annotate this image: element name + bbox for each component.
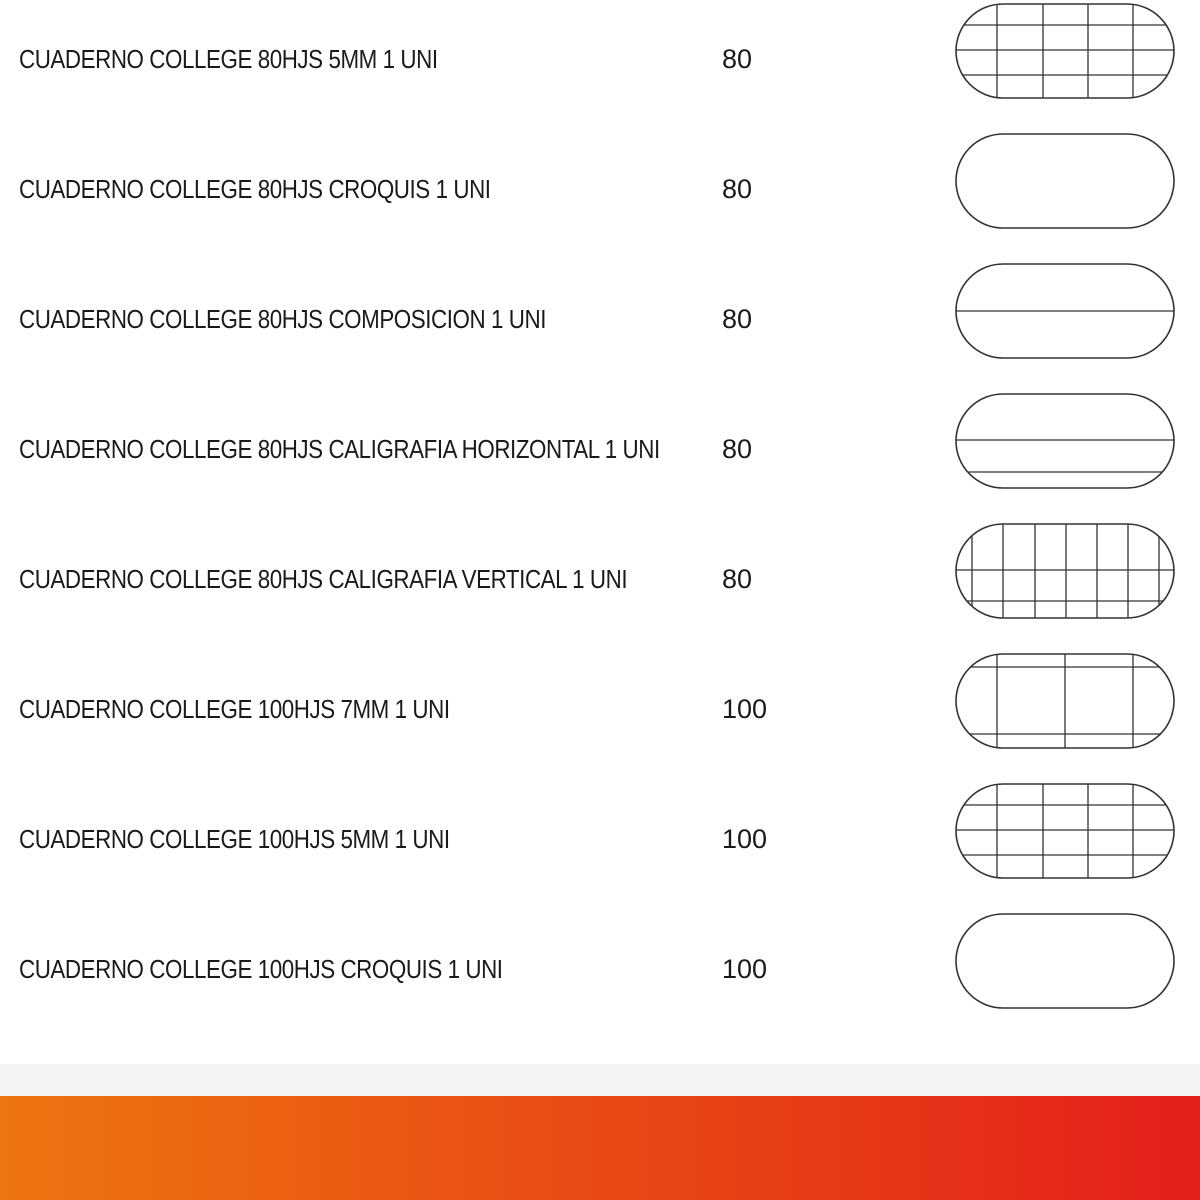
sheet-count: 100 <box>722 694 768 724</box>
product-name: CUADERNO COLLEGE 80HJS COMPOSICION 1 UNI <box>19 304 547 334</box>
product-name: CUADERNO COLLEGE 80HJS CALIGRAFIA VERTICAL 1 UNI <box>19 564 628 594</box>
sheet-count: 80 <box>722 44 753 74</box>
list-item <box>0 650 1200 780</box>
brand-gradient-bar <box>0 1096 1200 1200</box>
product-name: CUADERNO COLLEGE 100HJS 7MM 1 UNI <box>19 694 450 724</box>
product-name: CUADERNO COLLEGE 100HJS 5MM 1 UNI <box>19 824 450 854</box>
sheet-count: 80 <box>722 564 753 594</box>
sheet-count: 80 <box>722 174 753 204</box>
product-name: CUADERNO COLLEGE 80HJS CROQUIS 1 UNI <box>19 174 491 204</box>
list-item <box>0 780 1200 910</box>
sheet-count: 80 <box>722 434 753 464</box>
list-item <box>0 130 1200 260</box>
list-item <box>0 910 1200 1040</box>
blank-sketch-icon <box>953 911 1177 1011</box>
product-name: CUADERNO COLLEGE 80HJS 5MM 1 UNI <box>19 44 438 74</box>
footer-divider <box>0 1064 1200 1096</box>
blank-sketch-icon <box>953 131 1177 231</box>
single-line-icon <box>953 261 1177 361</box>
horizontal-calligraphy-icon <box>953 391 1177 491</box>
sheet-count: 100 <box>722 954 768 984</box>
list-item <box>0 260 1200 390</box>
grid-5mm-icon <box>953 781 1177 881</box>
list-item <box>0 0 1200 130</box>
sheet-count: 100 <box>722 824 768 854</box>
product-name: CUADERNO COLLEGE 80HJS CALIGRAFIA HORIZONTAL 1 UNI <box>19 434 660 464</box>
sheet-count: 80 <box>722 304 753 334</box>
product-name: CUADERNO COLLEGE 100HJS CROQUIS 1 UNI <box>19 954 503 984</box>
grid-7mm-icon <box>953 651 1177 751</box>
vertical-calligraphy-icon <box>953 521 1177 621</box>
list-item <box>0 390 1200 520</box>
list-item <box>0 520 1200 650</box>
grid-5mm-icon <box>953 1 1177 101</box>
